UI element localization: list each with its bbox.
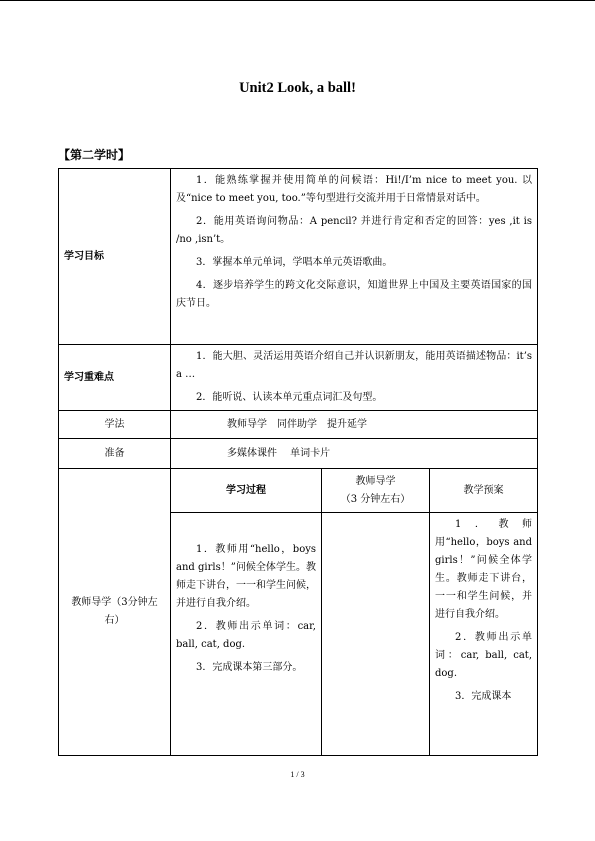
plan-item: 3．完成课本 (455, 691, 512, 702)
goal-item: 2．能用英语询问物品：A pencil? 并进行肯定和否定的回答：yes ,it is /no ,isn’t。 (176, 216, 532, 245)
plan-content (430, 513, 538, 756)
process-item: 3．完成课本第三部分。 (196, 662, 303, 673)
method-value: 教师导学 同伴助学 提升延学 (171, 411, 538, 439)
row-goals (59, 169, 538, 345)
row-process-header (59, 469, 538, 513)
goal-item: 3．掌握本单元单词，学唱本单元英语歌曲。 (196, 257, 393, 268)
lesson-plan-table (58, 168, 538, 756)
section-heading: 【第二学时】 (58, 148, 131, 162)
prep-label: 准备 (59, 439, 171, 469)
plan-item: 2．教师出示单词：car, ball, cat, dog. (435, 632, 532, 679)
method-label: 学法 (59, 411, 171, 439)
process-header: 学习过程 (171, 469, 322, 513)
goals-content (171, 169, 538, 345)
plan-item: 1．教师用“hello，boys and girls！”问候全体学生。教师走下讲台，一一和学生问候，并进行自我介绍。 (435, 519, 532, 620)
key-point-item: 2．能听说、认读本单元重点词汇及句型。 (196, 392, 383, 403)
guide-header: 教师导学 （3 分钟左右） (322, 469, 430, 513)
process-item: 2．教师出示单词：car, ball, cat, dog. (176, 621, 316, 650)
goals-label: 学习目标 (59, 169, 171, 345)
key-points-content (171, 345, 538, 411)
plan-header: 教学预案 (430, 469, 538, 513)
goal-item: 1．能熟练掌握并使用简单的问候语：Hi!/I’m nice to meet you. 以及“nice to meet you, too.”等句型进行交流并用于日常情景对话中。 (176, 175, 532, 204)
process-side-label: 教师导学（3分钟左右） (59, 469, 171, 756)
key-points-label: 学习重难点 (59, 345, 171, 411)
process-item: 1．教师用“hello，boys and girls！”问候全体学生。教师走下讲台，一一和学生问候，并进行自我介绍。 (176, 544, 316, 609)
row-prep (59, 439, 538, 469)
key-point-item: 1．能大胆、灵活运用英语介绍自己并认识新朋友，能用英语描述物品：it’s a … (176, 351, 532, 380)
process-content (171, 513, 322, 756)
row-method (59, 411, 538, 439)
document-title: Unit2 Look, a ball! (239, 80, 356, 96)
page-number: 1 / 3 (290, 770, 305, 779)
goal-item: 4．逐步培养学生的跨文化交际意识，知道世界上中国及主要英语国家的国庆节日。 (176, 280, 532, 309)
prep-value: 多媒体课件 单词卡片 (171, 439, 538, 469)
top-rule (0, 0, 595, 1)
row-key-points (59, 345, 538, 411)
guide-content (322, 513, 430, 756)
